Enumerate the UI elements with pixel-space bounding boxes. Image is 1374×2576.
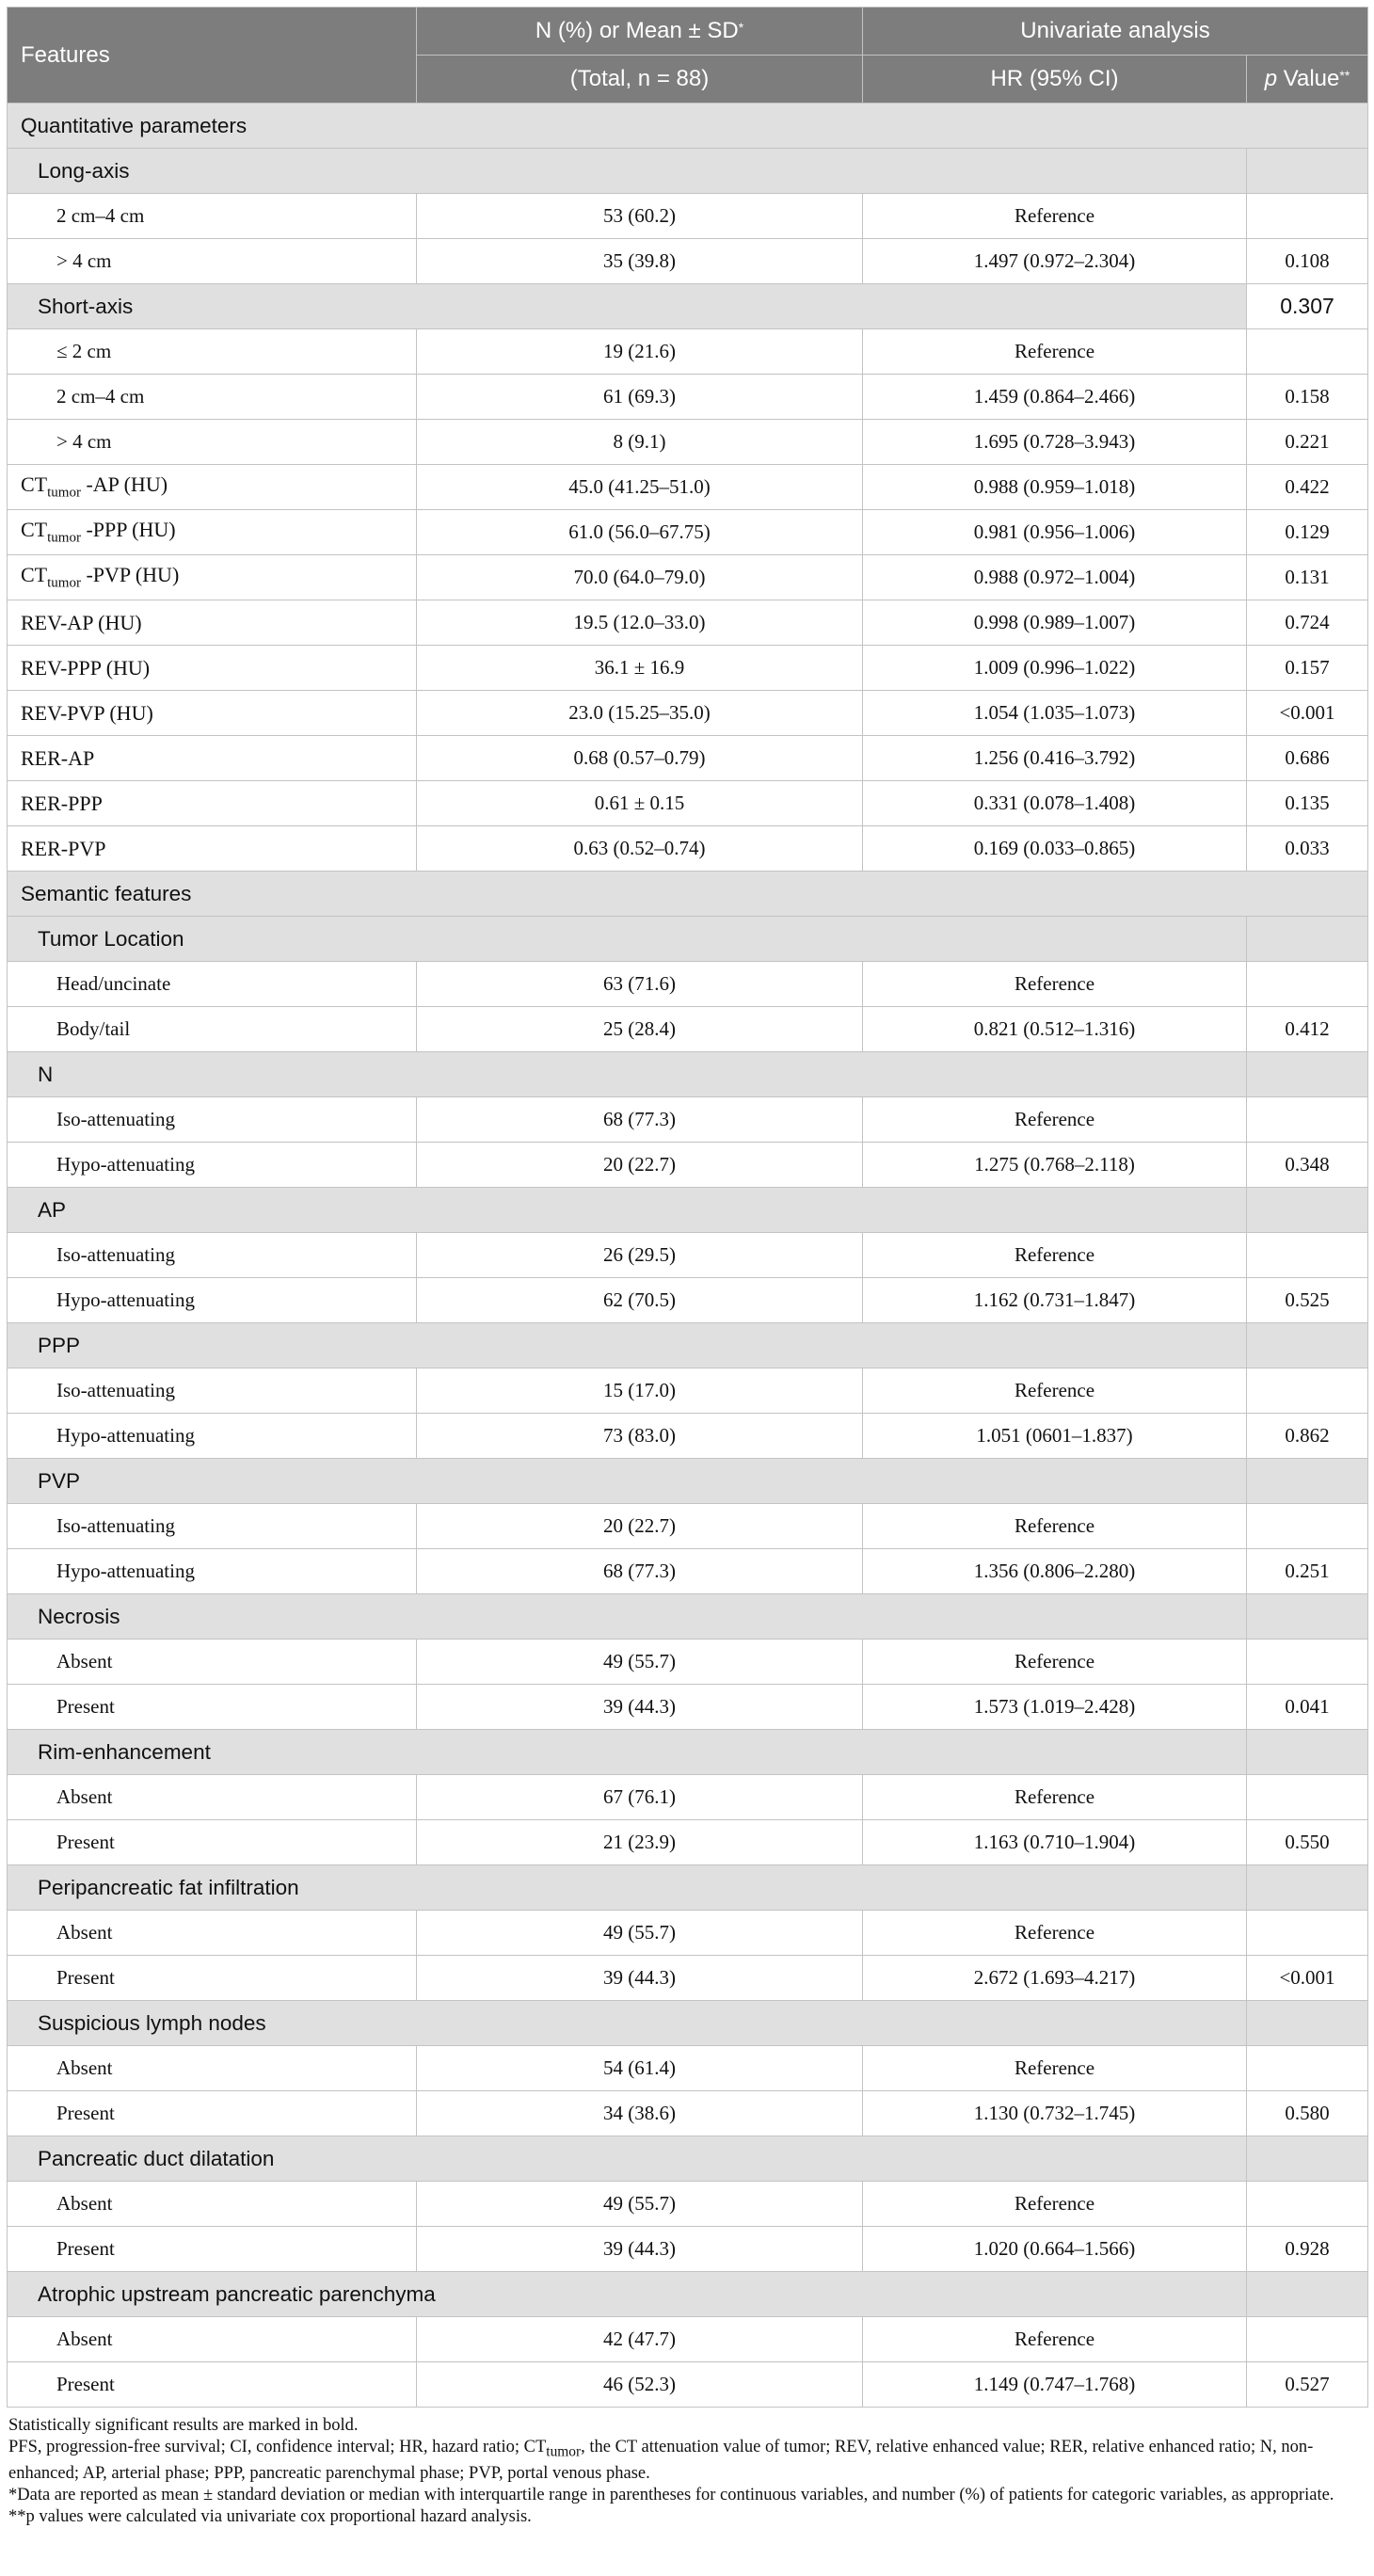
- row-n-value: 26 (29.5): [417, 1233, 863, 1278]
- table-row: [8, 2227, 1368, 2272]
- table-row: [8, 1775, 1368, 1820]
- row-label: > 4 cm: [8, 420, 417, 465]
- subgroup-p-blank: [1247, 2272, 1368, 2317]
- header-univariate: [863, 8, 1368, 56]
- footnote-data-reporting: *Data are reported as mean ± standard deviation or median with interquartile range in parentheses for continuous variables, and number (%) of patients for categoric variables, as appropriate.: [8, 2485, 1334, 2504]
- table-row: [8, 194, 1368, 239]
- row-p-value: [1247, 1368, 1368, 1414]
- table-row: [8, 510, 1368, 555]
- subgroup-p-blank: [1247, 1188, 1368, 1233]
- row-p-value: [1247, 2046, 1368, 2091]
- row-p-value: 0.108: [1247, 239, 1368, 284]
- row-n-value: 39 (44.3): [417, 2227, 863, 2272]
- row-p-value: [1247, 1233, 1368, 1278]
- table-row: [8, 1956, 1368, 2001]
- footnote-bold: Statistically significant results are marked in bold.: [8, 2416, 359, 2435]
- row-label: Absent: [8, 1640, 417, 1685]
- row-label: Present: [8, 2091, 417, 2136]
- row-p-value: [1247, 1504, 1368, 1549]
- row-hr-value: 0.988 (0.959–1.018): [863, 465, 1247, 510]
- row-p-value: 0.724: [1247, 600, 1368, 646]
- subgroup-row: [8, 2272, 1368, 2317]
- header-total: [417, 56, 863, 104]
- row-hr-value: Reference: [863, 2317, 1247, 2362]
- row-n-value: 68 (77.3): [417, 1097, 863, 1143]
- section-label: Semantic features: [8, 872, 1368, 917]
- subgroup-label: Tumor Location: [8, 917, 1247, 962]
- row-n-value: 61.0 (56.0–67.75): [417, 510, 863, 555]
- footnote-abbrev-b: , the CT attenuation value of tumor; REV, relative enhanced value; RER, relative enhanced ratio; N, non-: [581, 2438, 1314, 2456]
- table-row: [8, 1640, 1368, 1685]
- subgroup-p-blank: [1247, 1865, 1368, 1911]
- row-p-value: 0.221: [1247, 420, 1368, 465]
- row-p-value: 0.135: [1247, 781, 1368, 826]
- row-hr-value: Reference: [863, 1504, 1247, 1549]
- subgroup-label: N: [8, 1052, 1247, 1097]
- subgroup-p-blank: [1247, 1459, 1368, 1504]
- subgroup-p-value: 0.307: [1247, 284, 1368, 329]
- header-n-col: [417, 8, 863, 56]
- row-n-value: 42 (47.7): [417, 2317, 863, 2362]
- subgroup-p-blank: [1247, 149, 1368, 194]
- table-row: [8, 1097, 1368, 1143]
- row-label: RER-AP: [8, 736, 417, 781]
- row-hr-value: Reference: [863, 1368, 1247, 1414]
- section-label: Quantitative parameters: [8, 104, 1368, 149]
- row-label: Head/uncinate: [8, 962, 417, 1007]
- row-hr-value: 1.130 (0.732–1.745): [863, 2091, 1247, 2136]
- row-label: REV-AP (HU): [8, 600, 417, 646]
- row-hr-value: Reference: [863, 1097, 1247, 1143]
- section-row: [8, 104, 1368, 149]
- row-label-prefix: CT: [21, 472, 48, 497]
- row-p-value: [1247, 1775, 1368, 1820]
- row-label: Iso-attenuating: [8, 1368, 417, 1414]
- row-n-value: 73 (83.0): [417, 1414, 863, 1459]
- row-n-value: 39 (44.3): [417, 1956, 863, 2001]
- row-hr-value: 1.497 (0.972–2.304): [863, 239, 1247, 284]
- row-p-value: 0.412: [1247, 1007, 1368, 1052]
- header-n-col-text: N (%) or Mean ± SD: [535, 18, 739, 43]
- row-label: Present: [8, 2362, 417, 2408]
- row-hr-value: 0.169 (0.033–0.865): [863, 826, 1247, 872]
- row-hr-value: 0.998 (0.989–1.007): [863, 600, 1247, 646]
- row-n-value: 49 (55.7): [417, 2182, 863, 2227]
- table-header: [8, 8, 1368, 104]
- header-p-value: [1247, 56, 1368, 104]
- row-n-value: 53 (60.2): [417, 194, 863, 239]
- row-p-value: 0.129: [1247, 510, 1368, 555]
- row-n-value: 68 (77.3): [417, 1549, 863, 1594]
- subgroup-row: [8, 917, 1368, 962]
- table-row: [8, 1820, 1368, 1865]
- row-hr-value: 0.981 (0.956–1.006): [863, 510, 1247, 555]
- row-n-value: 63 (71.6): [417, 962, 863, 1007]
- row-n-value: 46 (52.3): [417, 2362, 863, 2408]
- row-n-value: 15 (17.0): [417, 1368, 863, 1414]
- table-row: [8, 2362, 1368, 2408]
- header-hr-text: HR (95% CI): [990, 66, 1119, 91]
- row-n-value: 19 (21.6): [417, 329, 863, 375]
- table-row: [8, 1504, 1368, 1549]
- row-label: Present: [8, 2227, 417, 2272]
- row-label: [8, 510, 417, 555]
- row-hr-value: 1.162 (0.731–1.847): [863, 1278, 1247, 1323]
- header-features: [8, 8, 417, 104]
- table-row: [8, 2317, 1368, 2362]
- row-n-value: 49 (55.7): [417, 1911, 863, 1956]
- subgroup-p-blank: [1247, 1730, 1368, 1775]
- row-hr-value: 1.054 (1.035–1.073): [863, 691, 1247, 736]
- row-p-value: 0.422: [1247, 465, 1368, 510]
- row-label-subscript: tumor: [47, 485, 81, 501]
- row-label-prefix: CT: [21, 518, 48, 542]
- row-label: Absent: [8, 1775, 417, 1820]
- header-n-col-mark: *: [738, 20, 744, 35]
- subgroup-row: [8, 1865, 1368, 1911]
- footnote-abbreviations-cont: enhanced; AP, arterial phase; PPP, pancreatic parenchymal phase; PVP, portal venous phase.: [8, 2463, 650, 2483]
- row-p-value: 0.131: [1247, 555, 1368, 600]
- row-label: [8, 465, 417, 510]
- subgroup-label: Long-axis: [8, 149, 1247, 194]
- row-label: REV-PPP (HU): [8, 646, 417, 691]
- subgroup-p-blank: [1247, 1594, 1368, 1640]
- subgroup-row: [8, 1730, 1368, 1775]
- row-hr-value: 1.256 (0.416–3.792): [863, 736, 1247, 781]
- row-p-value: 0.348: [1247, 1143, 1368, 1188]
- row-p-value: 0.580: [1247, 2091, 1368, 2136]
- header-total-text: (Total, n = 88): [569, 66, 710, 91]
- row-n-value: 8 (9.1): [417, 420, 863, 465]
- row-p-value: 0.157: [1247, 646, 1368, 691]
- row-label: Iso-attenuating: [8, 1504, 417, 1549]
- row-p-value: [1247, 1097, 1368, 1143]
- row-hr-value: Reference: [863, 2182, 1247, 2227]
- table-row: [8, 375, 1368, 420]
- table-row: [8, 329, 1368, 375]
- row-hr-value: 1.163 (0.710–1.904): [863, 1820, 1247, 1865]
- row-label: Hypo-attenuating: [8, 1278, 417, 1323]
- row-hr-value: 1.051 (0601–1.837): [863, 1414, 1247, 1459]
- row-p-value: 0.525: [1247, 1278, 1368, 1323]
- row-hr-value: Reference: [863, 2046, 1247, 2091]
- row-label: Hypo-attenuating: [8, 1549, 417, 1594]
- table-row: [8, 1414, 1368, 1459]
- row-n-value: 45.0 (41.25–51.0): [417, 465, 863, 510]
- row-hr-value: 0.988 (0.972–1.004): [863, 555, 1247, 600]
- row-label: Absent: [8, 2182, 417, 2227]
- row-p-value: 0.686: [1247, 736, 1368, 781]
- row-n-value: 19.5 (12.0–33.0): [417, 600, 863, 646]
- subgroup-row: [8, 149, 1368, 194]
- footnote-abbreviations: [8, 2437, 1367, 2463]
- subgroup-label: PPP: [8, 1323, 1247, 1368]
- row-label: Absent: [8, 1911, 417, 1956]
- row-hr-value: 1.695 (0.728–3.943): [863, 420, 1247, 465]
- row-hr-value: 1.020 (0.664–1.566): [863, 2227, 1247, 2272]
- header-hr: [863, 56, 1247, 104]
- row-hr-value: 1.009 (0.996–1.022): [863, 646, 1247, 691]
- row-hr-value: 1.459 (0.864–2.466): [863, 375, 1247, 420]
- table-row: [8, 736, 1368, 781]
- subgroup-p-blank: [1247, 1052, 1368, 1097]
- row-label: ≤ 2 cm: [8, 329, 417, 375]
- row-hr-value: Reference: [863, 1233, 1247, 1278]
- table-row: [8, 555, 1368, 600]
- table-body: [8, 104, 1368, 2408]
- row-label: > 4 cm: [8, 239, 417, 284]
- row-label: 2 cm–4 cm: [8, 194, 417, 239]
- row-hr-value: Reference: [863, 1911, 1247, 1956]
- footnote-abbrev-sub: tumor: [546, 2443, 582, 2460]
- row-p-value: [1247, 962, 1368, 1007]
- row-p-value: [1247, 329, 1368, 375]
- subgroup-row: [8, 2001, 1368, 2046]
- row-label: REV-PVP (HU): [8, 691, 417, 736]
- subgroup-row: [8, 1188, 1368, 1233]
- table-row: [8, 962, 1368, 1007]
- table-row: [8, 691, 1368, 736]
- subgroup-row: [8, 1594, 1368, 1640]
- table-row: [8, 2182, 1368, 2227]
- table-row: [8, 239, 1368, 284]
- row-p-value: 0.550: [1247, 1820, 1368, 1865]
- subgroup-row: [8, 284, 1368, 329]
- subgroup-p-blank: [1247, 917, 1368, 962]
- table-row: [8, 1549, 1368, 1594]
- row-n-value: 34 (38.6): [417, 2091, 863, 2136]
- row-p-value: 0.862: [1247, 1414, 1368, 1459]
- table-row: [8, 2091, 1368, 2136]
- row-label-suffix: -PPP (HU): [80, 518, 176, 542]
- row-p-value: <0.001: [1247, 1956, 1368, 2001]
- subgroup-row: [8, 1323, 1368, 1368]
- header-p-rest: Value: [1277, 66, 1340, 91]
- row-p-value: 0.041: [1247, 1685, 1368, 1730]
- row-label: Absent: [8, 2046, 417, 2091]
- row-n-value: 61 (69.3): [417, 375, 863, 420]
- subgroup-p-blank: [1247, 2136, 1368, 2182]
- header-features-text: Features: [21, 41, 110, 68]
- table-row: [8, 1233, 1368, 1278]
- row-label: Iso-attenuating: [8, 1233, 417, 1278]
- subgroup-label: Suspicious lymph nodes: [8, 2001, 1247, 2046]
- row-hr-value: Reference: [863, 962, 1247, 1007]
- row-label: Absent: [8, 2317, 417, 2362]
- table-row: [8, 1911, 1368, 1956]
- table-row: [8, 781, 1368, 826]
- table-row: [8, 1143, 1368, 1188]
- table-row: [8, 826, 1368, 872]
- subgroup-row: [8, 2136, 1368, 2182]
- row-p-value: 0.033: [1247, 826, 1368, 872]
- row-n-value: 62 (70.5): [417, 1278, 863, 1323]
- row-p-value: <0.001: [1247, 691, 1368, 736]
- table-row: [8, 1278, 1368, 1323]
- row-label: Hypo-attenuating: [8, 1143, 417, 1188]
- subgroup-p-blank: [1247, 2001, 1368, 2046]
- row-hr-value: 0.331 (0.078–1.408): [863, 781, 1247, 826]
- row-hr-value: 2.672 (1.693–4.217): [863, 1956, 1247, 2001]
- table-row: [8, 600, 1368, 646]
- row-p-value: [1247, 2317, 1368, 2362]
- row-label: 2 cm–4 cm: [8, 375, 417, 420]
- row-n-value: 0.61 ± 0.15: [417, 781, 863, 826]
- row-n-value: 35 (39.8): [417, 239, 863, 284]
- row-label: Present: [8, 1820, 417, 1865]
- row-hr-value: Reference: [863, 329, 1247, 375]
- row-label-suffix: -AP (HU): [80, 472, 168, 497]
- row-n-value: 20 (22.7): [417, 1143, 863, 1188]
- row-p-value: 0.527: [1247, 2362, 1368, 2408]
- row-p-value: [1247, 194, 1368, 239]
- row-n-value: 21 (23.9): [417, 1820, 863, 1865]
- row-n-value: 54 (61.4): [417, 2046, 863, 2091]
- row-label: [8, 555, 417, 600]
- subgroup-row: [8, 1459, 1368, 1504]
- header-p-italic: p: [1264, 66, 1278, 91]
- subgroup-p-blank: [1247, 1323, 1368, 1368]
- row-label-subscript: tumor: [47, 575, 81, 591]
- subgroup-label: Rim-enhancement: [8, 1730, 1247, 1775]
- row-hr-value: Reference: [863, 194, 1247, 239]
- results-table-container: [7, 7, 1367, 2528]
- row-hr-value: 1.573 (1.019–2.428): [863, 1685, 1247, 1730]
- row-label: Present: [8, 1685, 417, 1730]
- subgroup-label: PVP: [8, 1459, 1247, 1504]
- subgroup-label: Peripancreatic fat infiltration: [8, 1865, 1247, 1911]
- row-n-value: 0.63 (0.52–0.74): [417, 826, 863, 872]
- row-hr-value: 0.821 (0.512–1.316): [863, 1007, 1247, 1052]
- row-label-prefix: CT: [21, 563, 48, 587]
- footnote-p-values: **p values were calculated via univariate cox proportional hazard analysis.: [8, 2506, 532, 2526]
- row-n-value: 70.0 (64.0–79.0): [417, 555, 863, 600]
- subgroup-label: Pancreatic duct dilatation: [8, 2136, 1247, 2182]
- subgroup-row: [8, 1052, 1368, 1097]
- table-row: [8, 1685, 1368, 1730]
- row-hr-value: 1.275 (0.768–2.118): [863, 1143, 1247, 1188]
- row-label-suffix: -PVP (HU): [80, 563, 180, 587]
- row-n-value: 36.1 ± 16.9: [417, 646, 863, 691]
- row-n-value: 20 (22.7): [417, 1504, 863, 1549]
- row-n-value: 49 (55.7): [417, 1640, 863, 1685]
- row-p-value: [1247, 1911, 1368, 1956]
- table-row: [8, 465, 1368, 510]
- row-label: RER-PVP: [8, 826, 417, 872]
- footnote-abbrev-a: PFS, progression-free survival; CI, confidence interval; HR, hazard ratio; CT: [8, 2438, 547, 2456]
- row-p-value: 0.251: [1247, 1549, 1368, 1594]
- subgroup-label: Atrophic upstream pancreatic parenchyma: [8, 2272, 1247, 2317]
- row-p-value: [1247, 2182, 1368, 2227]
- row-hr-value: Reference: [863, 1640, 1247, 1685]
- row-n-value: 67 (76.1): [417, 1775, 863, 1820]
- row-hr-value: 1.149 (0.747–1.768): [863, 2362, 1247, 2408]
- table-row: [8, 420, 1368, 465]
- row-label: Body/tail: [8, 1007, 417, 1052]
- table-row: [8, 2046, 1368, 2091]
- table-row: [8, 1368, 1368, 1414]
- subgroup-label: AP: [8, 1188, 1247, 1233]
- table-footnotes: [7, 2415, 1367, 2528]
- row-label-subscript: tumor: [47, 530, 81, 546]
- table-row: [8, 1007, 1368, 1052]
- header-univariate-text: Univariate analysis: [1020, 18, 1210, 43]
- results-table: [7, 7, 1368, 2408]
- subgroup-label: Necrosis: [8, 1594, 1247, 1640]
- row-n-value: 39 (44.3): [417, 1685, 863, 1730]
- section-row: [8, 872, 1368, 917]
- row-label: Hypo-attenuating: [8, 1414, 417, 1459]
- row-n-value: 25 (28.4): [417, 1007, 863, 1052]
- row-label: Present: [8, 1956, 417, 2001]
- row-p-value: [1247, 1640, 1368, 1685]
- row-p-value: 0.158: [1247, 375, 1368, 420]
- subgroup-label: Short-axis: [8, 284, 1247, 329]
- row-p-value: 0.928: [1247, 2227, 1368, 2272]
- row-hr-value: Reference: [863, 1775, 1247, 1820]
- row-hr-value: 1.356 (0.806–2.280): [863, 1549, 1247, 1594]
- row-label: Iso-attenuating: [8, 1097, 417, 1143]
- row-label: RER-PPP: [8, 781, 417, 826]
- row-n-value: 23.0 (15.25–35.0): [417, 691, 863, 736]
- table-row: [8, 646, 1368, 691]
- row-n-value: 0.68 (0.57–0.79): [417, 736, 863, 781]
- header-p-mark: **: [1339, 68, 1350, 83]
